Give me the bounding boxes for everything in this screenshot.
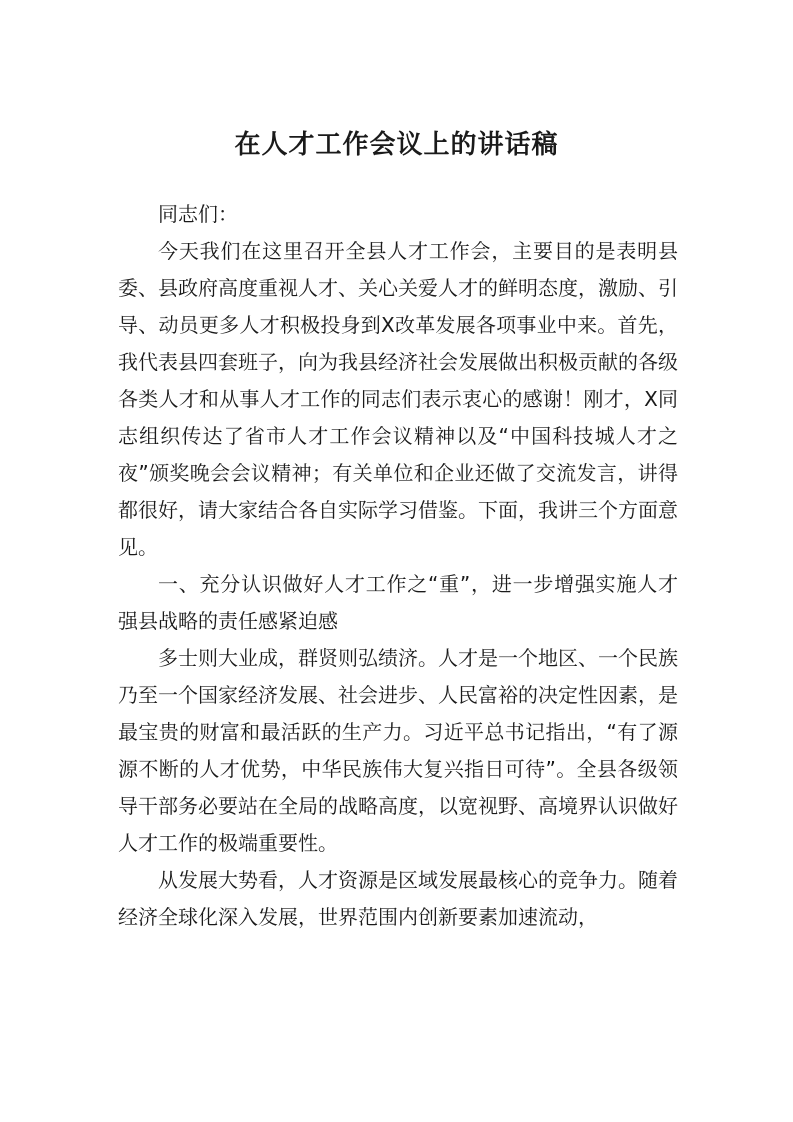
salutation-paragraph: 同志们： [158, 202, 238, 226]
body-paragraph: 多士则大业成，群贤则弘绩济。人才是一个地区、一个民族乃至一个国家经济发展、社会进步、人民富裕的决定性因素，是最宝贵的财富和最活跃的生产力。习近平总书记指出，“有了源源不断的人才优势，中华民族伟大复兴指日可待”。全县各级领导干部务必要站在全局的战略高度，以宽视野、高境界认识做好人才工作的极端重要性。 [118, 646, 678, 855]
body-paragraph: 从发展大势看，人才资源是区域发展最核心的竞争力。随着经济全球化深入发展，世界范围内创新要素加速流动， [118, 868, 678, 929]
document-body [118, 196, 678, 936]
section-heading-1: 一、充分认识做好人才工作之“重”，进一步增强实施人才强县战略的责任感紧迫感 [118, 572, 678, 633]
document-title: 在人才工作会议上的讲话稿 [234, 130, 559, 160]
intro-paragraph: 今天我们在这里召开全县人才工作会，主要目的是表明县委、县政府高度重视人才、关心关爱人才的鲜明态度，激励、引导、动员更多人才积极投身到X改革发展各项事业中来。首先，我代表县四套班子，向为我县经济社会发展做出积极贡献的各级各类人才和从事人才工作的同志们表示衷心的感谢！刚才，X同志组织传达了省市人才工作会议精神以及“中国科技城人才之夜”颁奖晚会会议精神；有关单位和企业还做了交流发言，讲得都很好，请大家结合各自实际学习借鉴。下面，我讲三个方面意见。 [118, 239, 678, 559]
